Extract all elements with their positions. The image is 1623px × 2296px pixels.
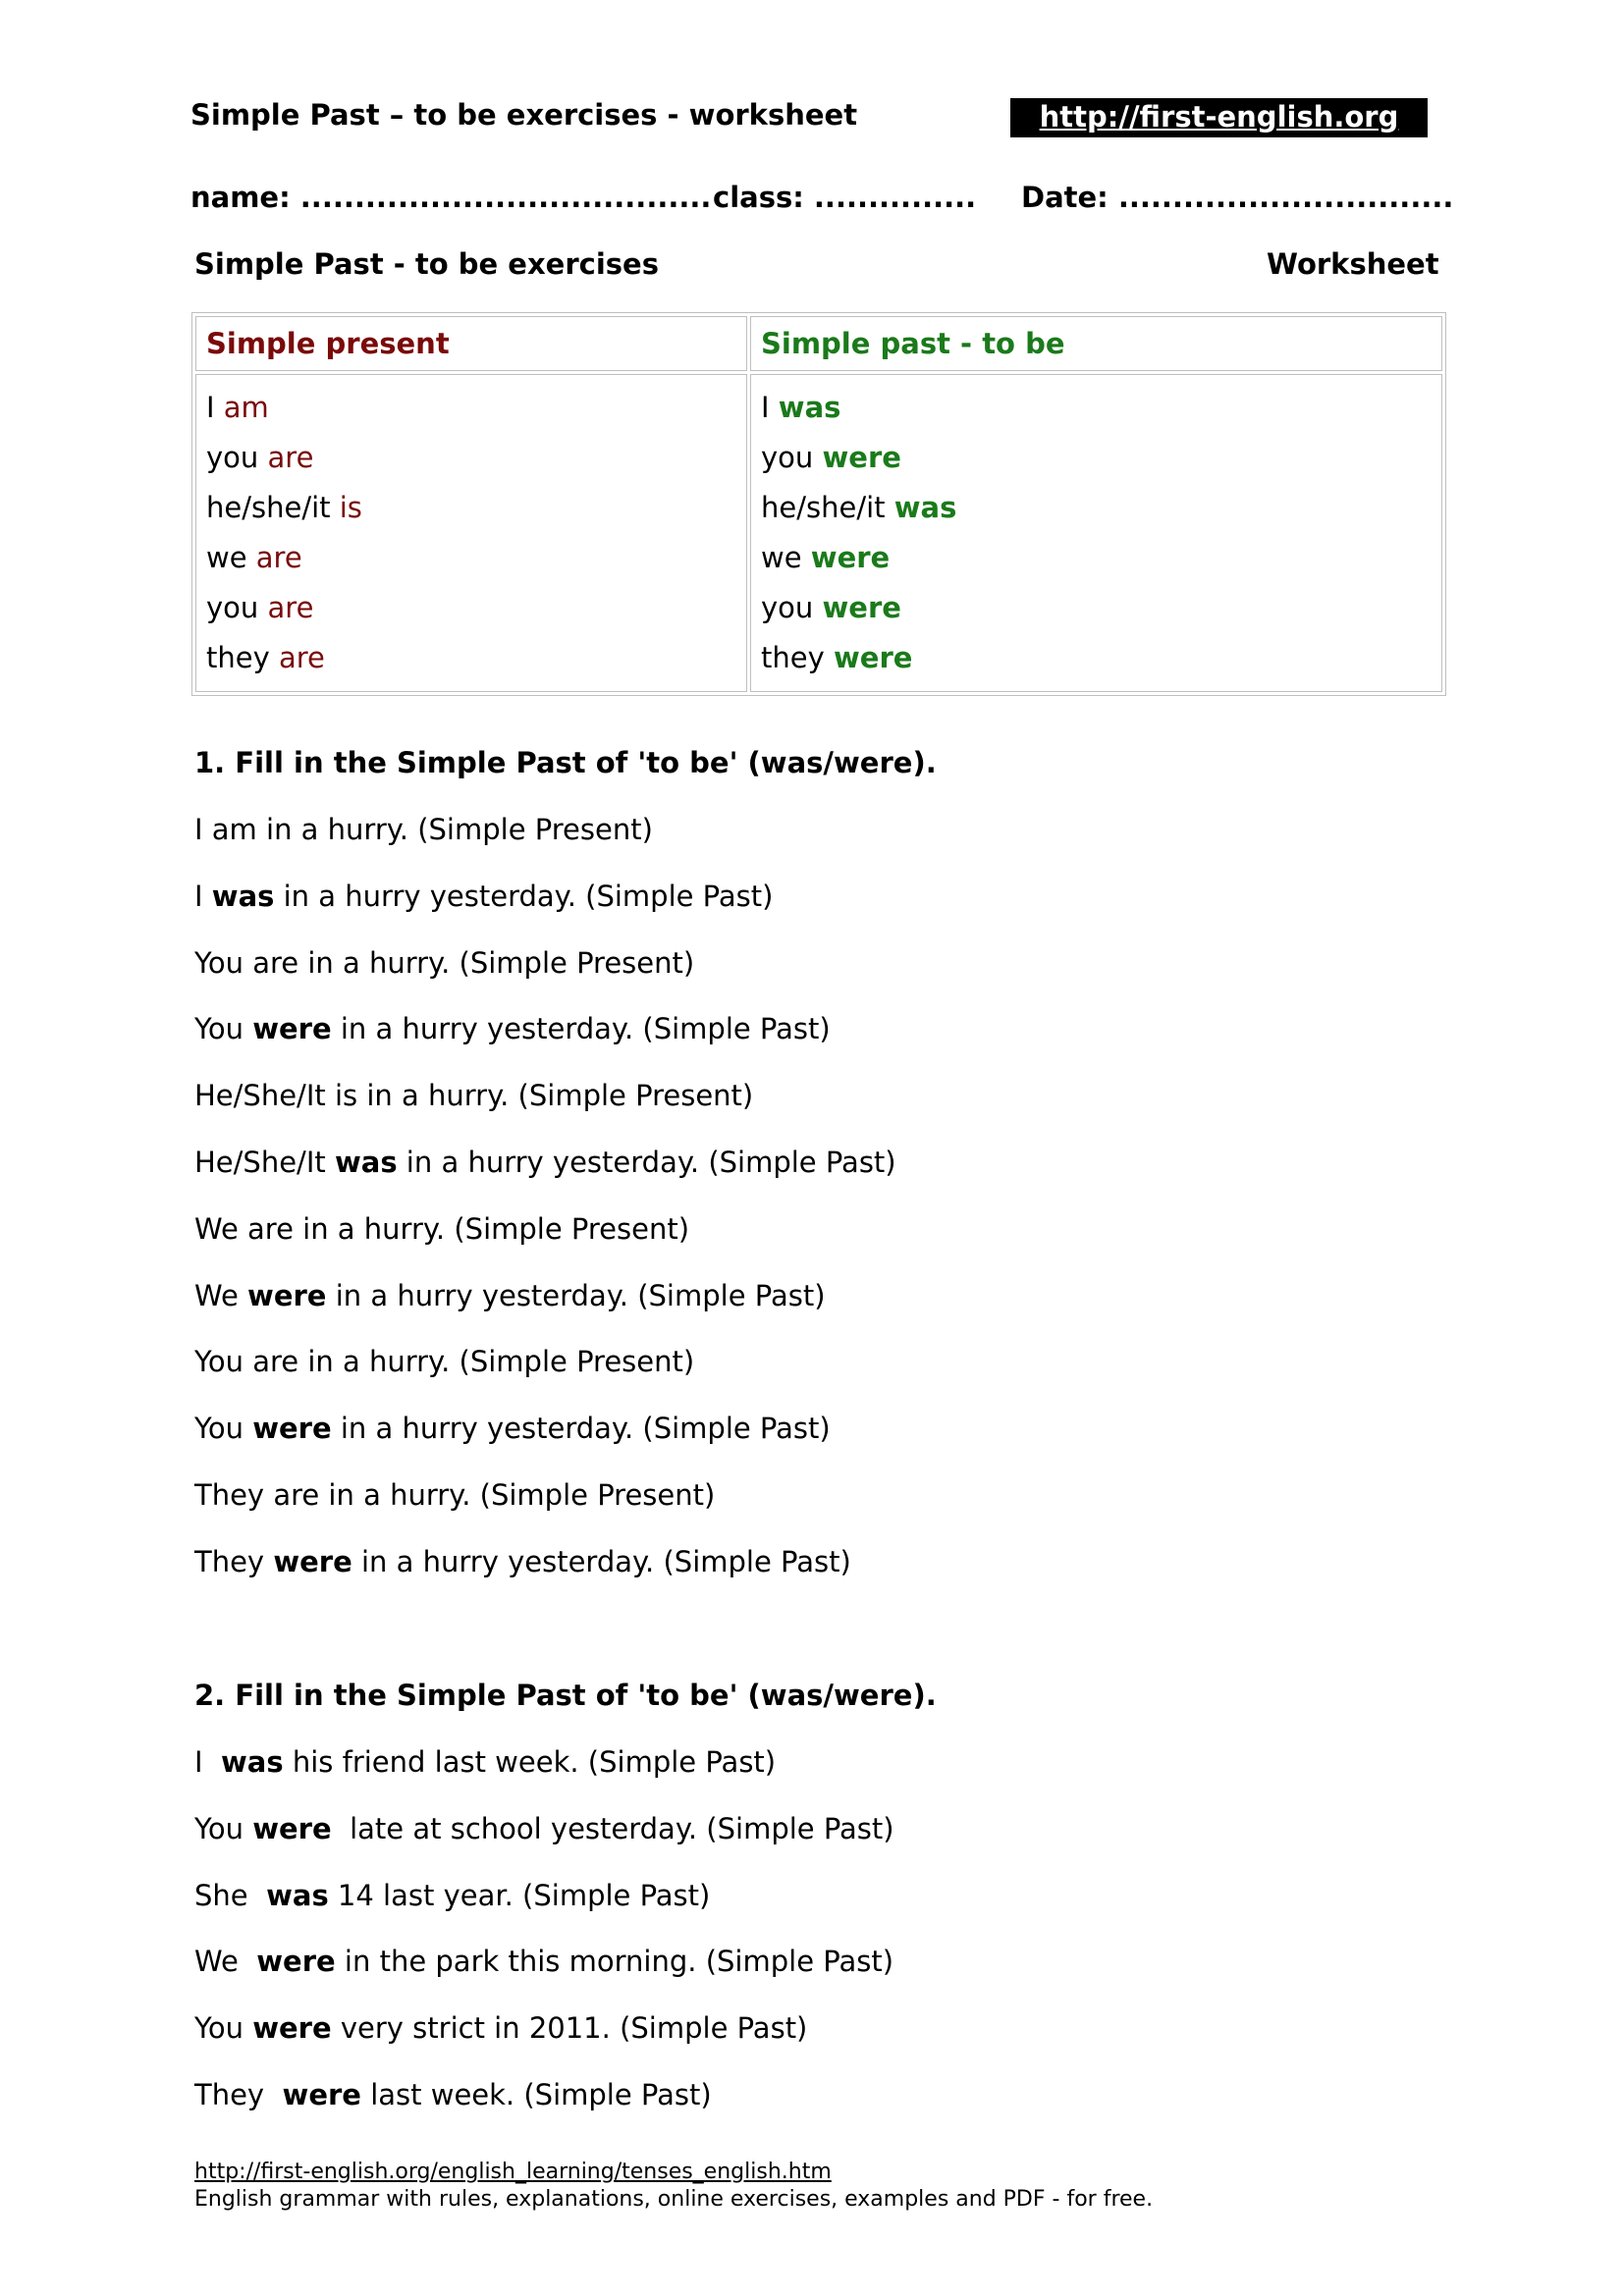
- col-header-present: Simple present: [195, 316, 747, 371]
- exercise-line: We are in a hurry. (Simple Present): [194, 1211, 690, 1246]
- name-field: name: ......................................: [190, 181, 712, 214]
- table-row: he/she/it is: [206, 491, 362, 524]
- exercise-line: I was in a hurry yesterday. (Simple Past): [194, 879, 774, 913]
- past-column: [750, 374, 1442, 692]
- exercise2-title: 2. Fill in the Simple Past of 'to be' (was/were).: [194, 1679, 937, 1712]
- exercise-line: I am in a hurry. (Simple Present): [194, 813, 653, 846]
- exercise-line: We were in the park this morning. (Simple Past): [194, 1945, 894, 1979]
- exercise-line: He/She/It was in a hurry yesterday. (Simple Past): [194, 1146, 896, 1179]
- table-row: I am: [206, 391, 269, 424]
- answer-word: were: [273, 1544, 352, 1578]
- table-row: we were: [761, 541, 891, 574]
- exercise-line: They were last week. (Simple Past): [194, 2078, 712, 2111]
- exercise-line: You were very strict in 2011. (Simple Past): [194, 2011, 808, 2046]
- exercise-line: You are in a hurry. (Simple Present): [194, 945, 695, 980]
- exercise-line: I was his friend last week. (Simple Past): [194, 1745, 777, 1779]
- present-column: [195, 374, 747, 692]
- answer-word: was: [334, 1146, 398, 1179]
- table-row: he/she/it was: [761, 491, 957, 524]
- answer-word: was: [211, 879, 275, 913]
- table-row: you were: [761, 441, 901, 474]
- footer-text: English grammar with rules, explanations, online exercises, examples and PDF - for free.: [194, 2187, 1154, 2212]
- table-row: they are: [206, 641, 325, 674]
- table-row: you were: [761, 591, 901, 624]
- answer-word: were: [256, 1945, 336, 1979]
- exercise1-title: 1. Fill in the Simple Past of 'to be' (was/were).: [194, 746, 937, 779]
- class-field: class: ...............: [713, 181, 977, 214]
- answer-word: were: [252, 1811, 332, 1845]
- exercise-line: You were in a hurry yesterday. (Simple Past): [194, 1412, 831, 1446]
- exercise-line: They are in a hurry. (Simple Present): [194, 1478, 716, 1512]
- exercise-line: They were in a hurry yesterday. (Simple Past): [194, 1544, 851, 1578]
- conjugation-table: [191, 312, 1446, 696]
- exercise-line: You were late at school yesterday. (Simple Past): [194, 1811, 894, 1845]
- answer-word: were: [252, 1012, 332, 1046]
- table-row: we are: [206, 541, 302, 574]
- exercise-line: She was 14 last year. (Simple Past): [194, 1878, 711, 1912]
- col-header-past: Simple past - to be: [750, 316, 1442, 371]
- answer-word: was: [266, 1878, 329, 1912]
- exercise-line: He/She/It is in a hurry. (Simple Present): [194, 1079, 754, 1113]
- table-row: I was: [761, 391, 841, 424]
- footer-link[interactable]: http://first-english.org/english_learning/tenses_english.htm: [194, 2160, 832, 2184]
- exercise-line: You are in a hurry. (Simple Present): [194, 1345, 695, 1379]
- exercise-line: You were in a hurry yesterday. (Simple Past): [194, 1012, 831, 1046]
- answer-word: were: [252, 1412, 332, 1446]
- table-row: they were: [761, 641, 913, 674]
- answer-word: were: [252, 2011, 332, 2046]
- table-row: you are: [206, 591, 314, 624]
- section-title: Simple Past - to be exercises: [194, 247, 659, 281]
- answer-word: were: [282, 2078, 361, 2111]
- page-title: Simple Past – to be exercises - worksheet: [190, 98, 858, 132]
- exercise-line: We were in a hurry yesterday. (Simple Past): [194, 1278, 826, 1312]
- site-link[interactable]: http://first-english.org: [1010, 98, 1428, 137]
- date-field: Date: ...............................: [1021, 181, 1454, 214]
- answer-word: was: [221, 1745, 284, 1779]
- worksheet-label: Worksheet: [1267, 247, 1439, 281]
- table-row: you are: [206, 441, 314, 474]
- answer-word: were: [247, 1278, 327, 1312]
